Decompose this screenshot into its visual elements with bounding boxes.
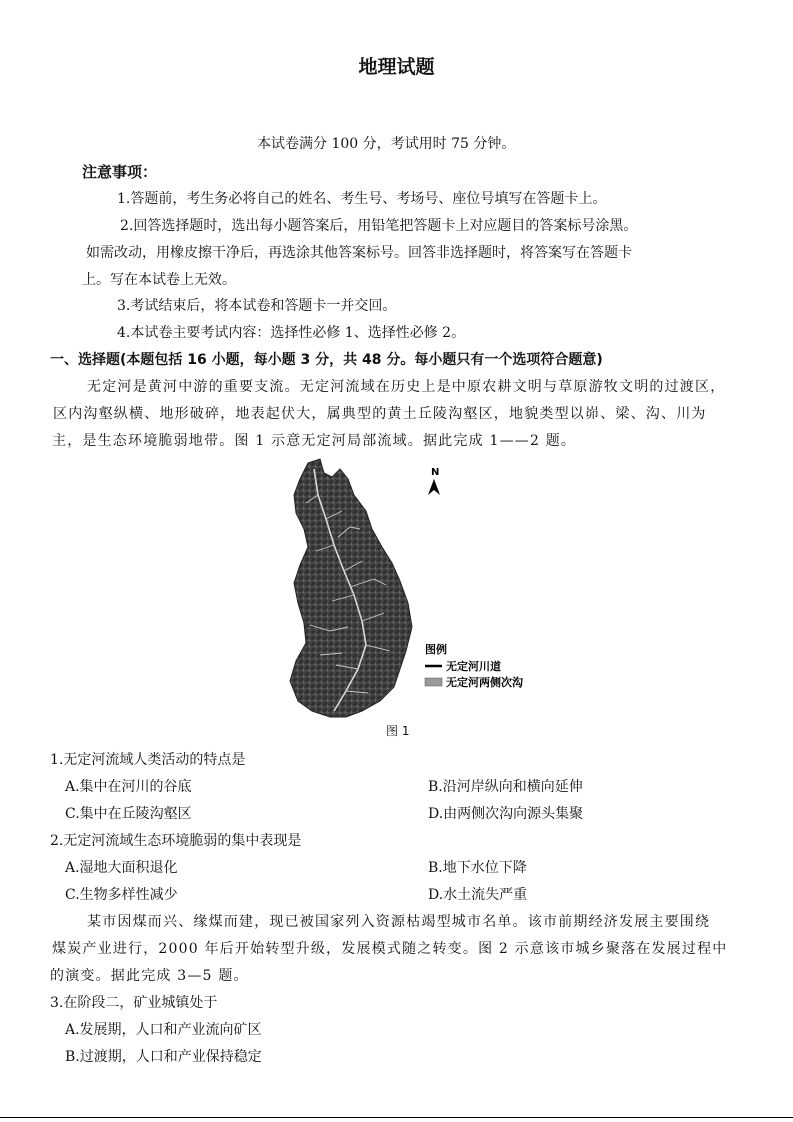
bottom-rule — [0, 1117, 793, 1118]
north-label: N — [431, 467, 440, 478]
q2-option-a: A.湿地大面积退化 — [65, 860, 178, 876]
section-heading: 一、选择题(本题包括 16 小题，每小题 3 分，共 48 分。每小题只有一个选项符合题意) — [50, 352, 603, 368]
q2-stem: 2.无定河流域生态环境脆弱的集中表现是 — [50, 833, 302, 849]
legend-title: 图例 — [425, 643, 447, 656]
q1-option-d: D.由两侧次沟向源头集聚 — [428, 806, 584, 822]
notice-2-end: 上。写在本试卷上无效。 — [82, 272, 236, 288]
q2-option-d: D.水土流失严重 — [428, 887, 528, 903]
figure1-caption: 图 1 — [386, 724, 410, 738]
legend-river: 无定河川道 — [446, 660, 501, 673]
q3-stem: 3.在阶段二，矿业城镇处于 — [50, 995, 218, 1011]
notice-2: 2.回答选择题时，选出每小题答案后，用铅笔把答题卡上对应题目的答案标号涂黑。 — [120, 218, 638, 234]
legend-swatch-gully — [425, 678, 442, 686]
q1-option-c: C.集中在丘陵沟壑区 — [65, 806, 192, 822]
notice-4: 4.本试卷主要考试内容：选择性必修 1、选择性必修 2。 — [117, 325, 466, 341]
passage2-line3: 的演变。据此完成 3—5 题。 — [50, 968, 249, 984]
q1-stem: 1.无定河流域人类活动的特点是 — [50, 752, 246, 768]
watershed-map — [250, 455, 550, 725]
passage1-line3: 主，是生态环境脆弱地带。图 1 示意无定河局部流域。据此完成 1——2 题。 — [52, 433, 577, 449]
q2-option-c: C.生物多样性减少 — [65, 887, 178, 903]
legend-gully: 无定河两侧次沟 — [446, 676, 523, 689]
north-arrow-icon — [428, 479, 440, 495]
passage1-line2: 区内沟壑纵横、地形破碎，地表起伏大，属典型的黄土丘陵沟壑区，地貌类型以峁、梁、沟、川为 — [53, 406, 707, 422]
passage2-line1: 某市因煤而兴、缘煤而建，现已被国家列入资源枯竭型城市名单。该市前期经济发展主要围绕 — [87, 914, 711, 930]
passage2-line2: 煤炭产业进行，2000 年后开始转型升级，发展模式随之转变。图 2 示意该市城乡聚落在发展过程中 — [52, 941, 728, 957]
q2-option-b: B.地下水位下降 — [428, 860, 527, 876]
notice-1: 1.答题前，考生务必将自己的姓名、考生号、考场号、座位号填写在答题卡上。 — [117, 191, 607, 207]
notice-heading: 注意事项： — [82, 163, 158, 181]
exam-info: 本试卷满分 100 分，考试用时 75 分钟。 — [257, 136, 516, 152]
page-title: 地理试题 — [358, 56, 435, 78]
passage1-line1: 无定河是黄河中游的重要支流。无定河流域在历史上是中原农耕文明与草原游牧文明的过渡区， — [87, 379, 726, 395]
q1-option-a: A.集中在河川的谷底 — [65, 779, 192, 795]
q3-option-a: A.发展期，人口和产业流向矿区 — [65, 1022, 262, 1038]
q1-option-b: B.沿河岸纵向和横向延伸 — [428, 779, 583, 795]
notice-2-cont: 如需改动，用橡皮擦干净后，再选涂其他答案标号。回答非选择题时，将答案写在答题卡 — [86, 245, 632, 261]
q3-option-b: B.过渡期，人口和产业保持稳定 — [65, 1049, 262, 1065]
notice-3: 3.考试结束后，将本试卷和答题卡一并交回。 — [117, 298, 397, 314]
